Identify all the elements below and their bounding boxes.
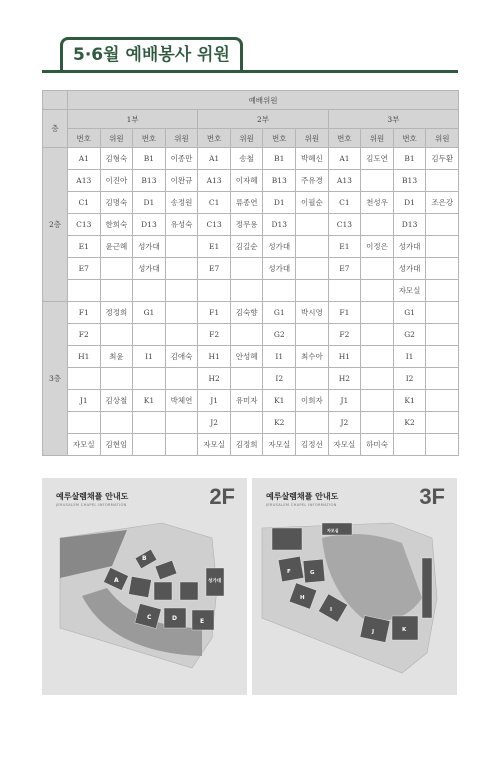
table-row [43, 236, 459, 258]
table-cell: C13 [328, 214, 361, 236]
mothers-room-label: 자모실 [327, 528, 339, 533]
table-cell: I2 [393, 368, 426, 390]
table-cell: H1 [68, 346, 101, 368]
table-cell [361, 258, 394, 280]
choir-label: 성가대 [208, 579, 222, 584]
table-cell [230, 368, 263, 390]
table-cell [165, 368, 198, 390]
table-cell: E1 [198, 236, 231, 258]
table-cell [328, 280, 361, 302]
table-cell: F2 [328, 324, 361, 346]
table-cell: C13 [198, 214, 231, 236]
table-cell: D1 [263, 192, 296, 214]
table-cell [426, 412, 459, 434]
table-cell: C13 [68, 214, 101, 236]
table-cell: A13 [68, 170, 101, 192]
table-cell: K1 [133, 390, 166, 412]
table-cell [296, 258, 329, 280]
table-cell: A13 [198, 170, 231, 192]
table-cell [361, 390, 394, 412]
table-cell [296, 236, 329, 258]
table-cell [426, 346, 459, 368]
table-cell: 정무용 [230, 214, 263, 236]
table-cell: G1 [393, 302, 426, 324]
table-cell: H1 [198, 346, 231, 368]
table-cell [426, 368, 459, 390]
table-cell: K1 [263, 390, 296, 412]
table-cell: 한희숙 [100, 214, 133, 236]
table-cell: 이종만 [165, 148, 198, 170]
table-cell: B1 [393, 148, 426, 170]
column-header: 번호 [393, 129, 426, 148]
table-row [43, 280, 459, 302]
table-cell [426, 236, 459, 258]
table-cell: 정정희 [100, 302, 133, 324]
column-header: 번호 [198, 129, 231, 148]
table-cell: 류종연 [230, 192, 263, 214]
table-cell [361, 368, 394, 390]
table-cell [165, 434, 198, 456]
table-row [43, 192, 459, 214]
section-h-label: H [300, 595, 305, 601]
table-cell: 김도연 [361, 148, 394, 170]
table-cell: D1 [133, 192, 166, 214]
table-cell [133, 280, 166, 302]
table-cell: K2 [263, 412, 296, 434]
table-cell [426, 214, 459, 236]
table-cell: D13 [393, 214, 426, 236]
table-cell: C1 [68, 192, 101, 214]
table-cell: E1 [328, 236, 361, 258]
table-cell: 윤근혜 [100, 236, 133, 258]
table-cell: F2 [68, 324, 101, 346]
table-cell: 이정은 [361, 236, 394, 258]
table-cell [230, 324, 263, 346]
table-cell [100, 368, 133, 390]
table-cell: 자모실 [328, 434, 361, 456]
table-cell [230, 412, 263, 434]
section-a-label: A [114, 577, 119, 584]
table-cell: F1 [198, 302, 231, 324]
table-cell: G2 [393, 324, 426, 346]
table-cell: A1 [198, 148, 231, 170]
table-row [43, 368, 459, 390]
table-cell: 천성우 [361, 192, 394, 214]
table-cell [68, 412, 101, 434]
table-cell: J1 [68, 390, 101, 412]
table-cell [426, 302, 459, 324]
table-cell: B13 [263, 170, 296, 192]
section-k-label: K [402, 627, 407, 633]
section-e-label: E [200, 618, 205, 625]
map-subtitle: JERUSALEM CHAPEL INFORMATION [56, 503, 127, 507]
table-cell [361, 412, 394, 434]
column-header: 번호 [133, 129, 166, 148]
table-cell: 자모실 [198, 434, 231, 456]
table-cell: 김정희 [230, 434, 263, 456]
table-cell: J1 [328, 390, 361, 412]
table-cell: 최수아 [296, 346, 329, 368]
table-row [43, 214, 459, 236]
table-cell: A1 [328, 148, 361, 170]
table-cell: 김현임 [100, 434, 133, 456]
table-cell: C1 [198, 192, 231, 214]
table-cell: 성가대 [263, 258, 296, 280]
title-bar [42, 37, 458, 77]
table-cell: 이완규 [165, 170, 198, 192]
table-cell [133, 324, 166, 346]
table-cell [68, 368, 101, 390]
table-row [43, 148, 459, 170]
table-cell [361, 170, 394, 192]
seating-map-3f [252, 478, 457, 695]
table-cell [361, 346, 394, 368]
table-cell [165, 236, 198, 258]
table-cell [296, 324, 329, 346]
table-cell [393, 434, 426, 456]
table-cell: F1 [68, 302, 101, 324]
table-cell: I1 [133, 346, 166, 368]
table-cell: 안성혜 [230, 346, 263, 368]
table-cell [361, 302, 394, 324]
column-header: 위원 [361, 129, 394, 148]
table-cell: I1 [263, 346, 296, 368]
table-cell: K2 [393, 412, 426, 434]
table-cell: B1 [263, 148, 296, 170]
section-c-label: C [147, 614, 152, 621]
table-cell: 송정원 [165, 192, 198, 214]
table-cell: K1 [393, 390, 426, 412]
column-header: 번호 [328, 129, 361, 148]
table-cell [426, 280, 459, 302]
table-row [43, 412, 459, 434]
table-cell: 김명숙 [100, 192, 133, 214]
table-cell [100, 412, 133, 434]
table-cell: 자모실 [68, 434, 101, 456]
column-header: 번호 [68, 129, 101, 148]
section-g-label: G [310, 570, 315, 576]
table-cell: J2 [328, 412, 361, 434]
floor-label: 2F [209, 484, 235, 509]
floor-label: 3층 [43, 302, 68, 456]
section-f-label: F [287, 569, 291, 575]
floor-header: 층 [43, 110, 68, 148]
table-cell: 주유경 [296, 170, 329, 192]
table-cell: 성가대 [133, 236, 166, 258]
table-row [43, 170, 459, 192]
table-cell: 이필순 [296, 192, 329, 214]
table-cell: 하미숙 [361, 434, 394, 456]
column-header: 위원 [296, 129, 329, 148]
table-cell: B1 [133, 148, 166, 170]
table-cell [133, 412, 166, 434]
table-cell: I1 [393, 346, 426, 368]
table-cell [426, 170, 459, 192]
table-cell: 김형숙 [100, 148, 133, 170]
table-cell [361, 214, 394, 236]
table-cell: 김상철 [100, 390, 133, 412]
table-cell: 김길순 [230, 236, 263, 258]
table-cell: 박혜신 [296, 148, 329, 170]
map-title: 예루살렘채플 안내도 [56, 492, 129, 501]
table-cell [165, 280, 198, 302]
column-header: 위원 [230, 129, 263, 148]
table-cell [426, 434, 459, 456]
table-cell: 김정선 [296, 434, 329, 456]
table-cell: G1 [133, 302, 166, 324]
table-cell: 송철 [230, 148, 263, 170]
table-cell: H1 [328, 346, 361, 368]
floor-label: 2층 [43, 148, 68, 302]
part-header: 3부 [328, 110, 458, 129]
table-cell: F1 [328, 302, 361, 324]
table-cell: 이희자 [296, 390, 329, 412]
table-cell: A13 [328, 170, 361, 192]
table-cell: C1 [328, 192, 361, 214]
map-subtitle: JERUSALEM CHAPEL INFORMATION [266, 503, 337, 507]
table-cell [426, 258, 459, 280]
table-cell: 이자혜 [230, 170, 263, 192]
table-cell: H2 [328, 368, 361, 390]
column-header: 번호 [263, 129, 296, 148]
table-cell: A1 [68, 148, 101, 170]
table-cell: 성가대 [133, 258, 166, 280]
table-cell [165, 258, 198, 280]
section-b-label: B [142, 555, 147, 562]
table-cell: 성가대 [393, 236, 426, 258]
table-cell: 성가대 [393, 258, 426, 280]
table-cell [426, 390, 459, 412]
table-cell [198, 280, 231, 302]
table-cell [296, 412, 329, 434]
table-cell [361, 280, 394, 302]
table-cell: E7 [328, 258, 361, 280]
floor-label: 3F [419, 484, 445, 509]
table-cell: J1 [198, 390, 231, 412]
column-header: 위원 [426, 129, 459, 148]
table-cell [100, 280, 133, 302]
map-3f [252, 478, 457, 695]
table-cell: F2 [198, 324, 231, 346]
table-cell [165, 302, 198, 324]
table-cell: D13 [133, 214, 166, 236]
table-cell: G1 [263, 302, 296, 324]
table-cell: 조은강 [426, 192, 459, 214]
table-cell: 박시영 [296, 302, 329, 324]
page-title: 5·6월 예배봉사 위원 [60, 37, 243, 70]
table-cell: E1 [68, 236, 101, 258]
table-cell [263, 280, 296, 302]
table-cell [426, 324, 459, 346]
header-main: 예배위원 [68, 91, 459, 110]
column-header: 위원 [100, 129, 133, 148]
table-cell [100, 324, 133, 346]
table-cell: E7 [68, 258, 101, 280]
column-header: 위원 [165, 129, 198, 148]
table-cell [68, 280, 101, 302]
table-cell: E7 [198, 258, 231, 280]
table-cell: D13 [263, 214, 296, 236]
map-title: 예루살렘채플 안내도 [266, 492, 339, 501]
table-cell [296, 368, 329, 390]
table-cell [361, 324, 394, 346]
section-i-label: I [330, 607, 333, 613]
table-cell: 자모실 [393, 280, 426, 302]
seating-map-2f [42, 478, 247, 695]
table-cell [296, 280, 329, 302]
title-underline [42, 70, 458, 73]
table-cell [296, 214, 329, 236]
table-cell: G2 [263, 324, 296, 346]
table-row [43, 324, 459, 346]
table-cell: 유성숙 [165, 214, 198, 236]
table-row [43, 390, 459, 412]
table-row [43, 346, 459, 368]
table-cell: 김숙향 [230, 302, 263, 324]
table-row [43, 258, 459, 280]
table-cell: 김두환 [426, 148, 459, 170]
table-cell [133, 368, 166, 390]
table-cell: 최윤 [100, 346, 133, 368]
table-cell: D1 [393, 192, 426, 214]
table-row [43, 302, 459, 324]
table-cell [230, 280, 263, 302]
table-cell: H2 [198, 368, 231, 390]
table-cell: B13 [393, 170, 426, 192]
roster-table [42, 90, 459, 456]
table-cell: I2 [263, 368, 296, 390]
table-cell [165, 324, 198, 346]
table-cell: B13 [133, 170, 166, 192]
part-header: 1부 [68, 110, 198, 129]
table-cell: 유미자 [230, 390, 263, 412]
header-spacer [43, 91, 68, 110]
table-cell [165, 412, 198, 434]
table-cell [100, 258, 133, 280]
table-cell: 자모실 [263, 434, 296, 456]
table-row [43, 434, 459, 456]
section-d-label: D [172, 615, 177, 622]
map-2f [42, 478, 247, 695]
table-cell: 박체연 [165, 390, 198, 412]
part-header: 2부 [198, 110, 328, 129]
section-j-label: J [372, 629, 375, 635]
table-cell [133, 434, 166, 456]
table-cell: 이진아 [100, 170, 133, 192]
table-cell: J2 [198, 412, 231, 434]
table-cell: 성가대 [263, 236, 296, 258]
table-cell [230, 258, 263, 280]
table-cell: 김애숙 [165, 346, 198, 368]
